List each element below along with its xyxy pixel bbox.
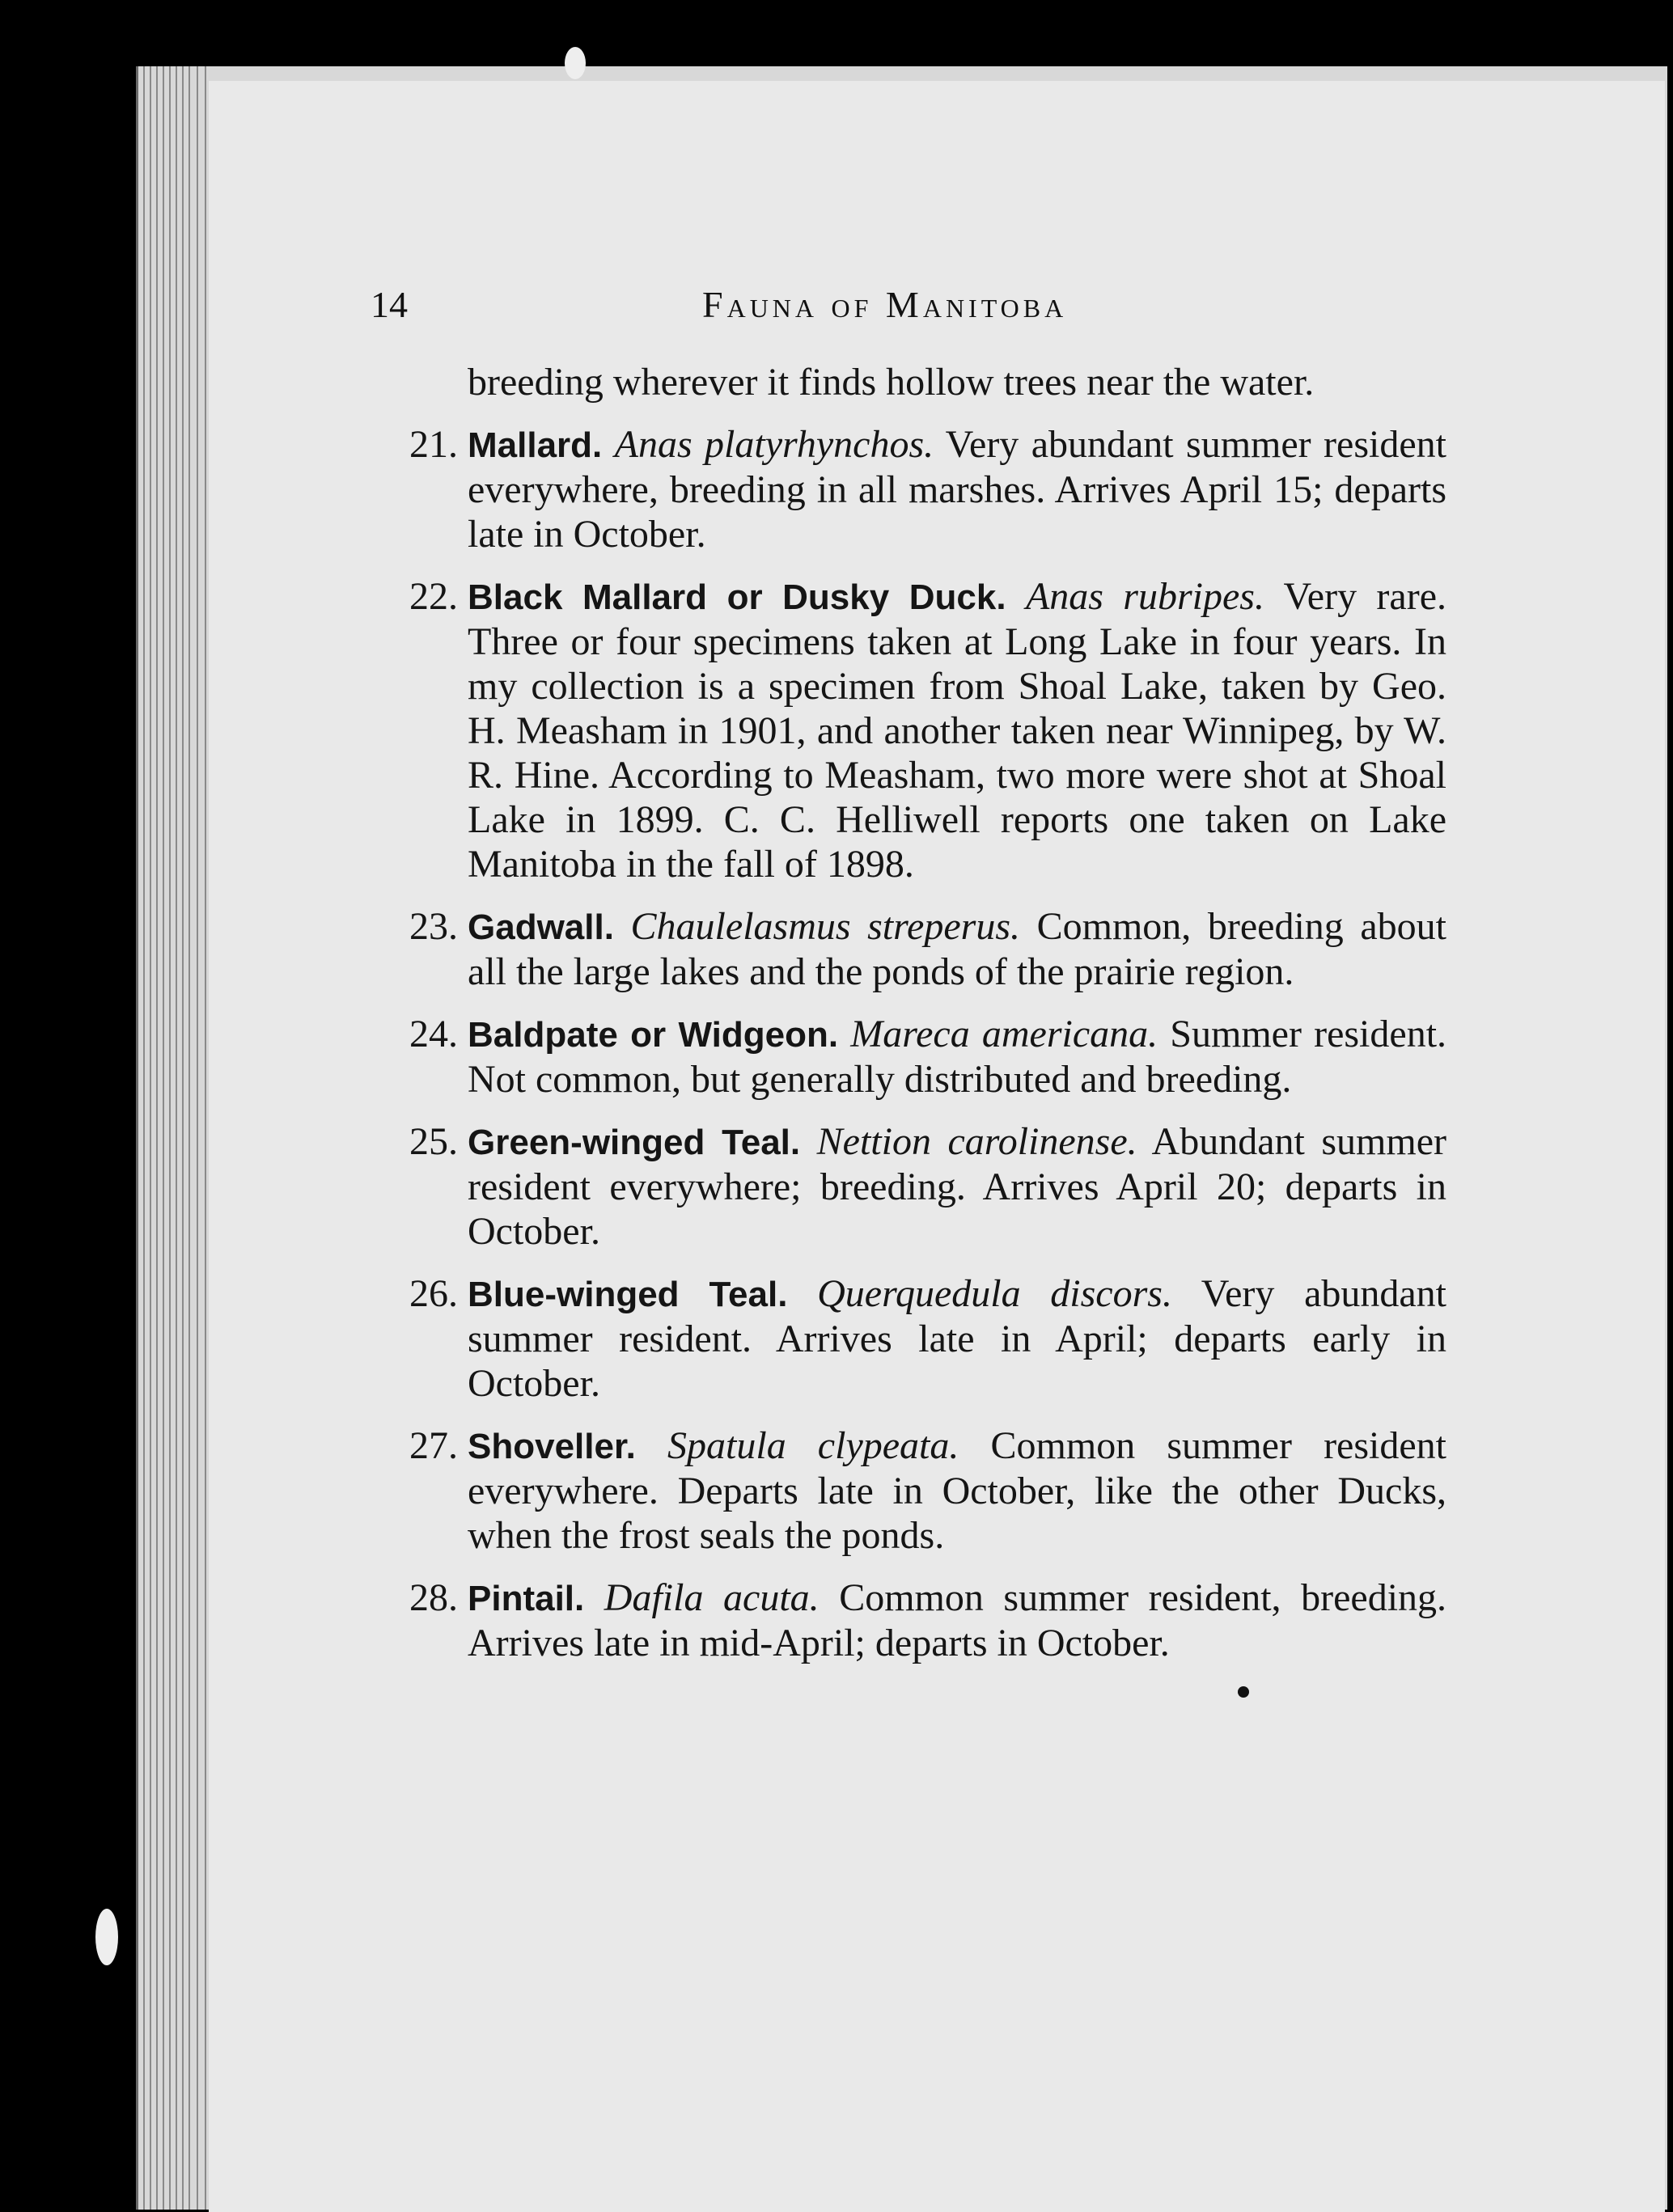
entry-number: 27. (409, 1424, 458, 1467)
continued-paragraph: breeding wherever it finds hollow trees near the water. (468, 361, 1315, 404)
common-name: Baldpate or Widgeon. (468, 1015, 839, 1055)
scientific-name: Mareca americana. (850, 1013, 1158, 1055)
common-name: Mallard. (468, 425, 603, 465)
entry-number: 23. (409, 905, 458, 948)
common-name: Gadwall. (468, 907, 614, 947)
common-name: Blue-winged Teal. (468, 1275, 788, 1314)
page-edge-line (188, 66, 190, 2210)
scientific-name: Querquedula discors. (817, 1272, 1172, 1315)
page-edge-line (169, 66, 171, 2210)
running-title: Fauna of Manitoba (702, 284, 1068, 325)
page-number: 14 (371, 284, 408, 325)
entry-text: Summer resident. Not common, but generally distributed and breeding. (468, 1013, 1447, 1101)
entry-text: Common, breeding about all the large lakes and the ponds of the prairie region. (468, 905, 1447, 993)
species-entry (395, 904, 1446, 994)
entry-text: Very abundant summer resident. Arrives late in April; departs early in October. (468, 1272, 1447, 1405)
species-entry (395, 1575, 1446, 1665)
page-edge-line (197, 66, 198, 2210)
page-edge-line (205, 66, 206, 2210)
common-name: Shoveller. (468, 1427, 636, 1466)
species-entry (395, 1423, 1446, 1558)
scientific-name: Anas rubripes. (1025, 575, 1264, 618)
scan-artifact (565, 47, 586, 79)
book-page (209, 81, 1665, 2212)
common-name: Black Mallard or Dusky Duck. (468, 577, 1006, 617)
entry-text: Common summer resident, breeding. Arrives late in mid-April; departs in October. (468, 1576, 1447, 1664)
page-edge-line (143, 66, 145, 2210)
scan-artifact (95, 1909, 118, 1965)
species-entry (395, 422, 1446, 556)
species-entry (395, 574, 1446, 886)
ink-dot (1238, 1686, 1249, 1698)
entry-number: 28. (409, 1576, 458, 1619)
species-entry (395, 1271, 1446, 1406)
common-name: Pintail. (468, 1579, 585, 1618)
common-name: Green-winged Teal. (468, 1123, 801, 1162)
page-body (395, 360, 1446, 1665)
entry-number: 25. (409, 1120, 458, 1163)
scientific-name: Anas platyrhynchos. (614, 423, 934, 466)
entry-text: Common summer resident everywhere. Departs late in October, like the other Ducks, when the frost seals the ponds. (468, 1424, 1447, 1557)
entry-text: Very rare. Three or four specimens taken at Long Lake in four years. In my collection is a specimen from Shoal Lake, taken by Geo. H. Measham in 1901, and another taken near Winnipeg, by W. R. Hine. According to Measham, two more were shot at Shoal Lake in 1899. C. C. Helliwell reports one taken on Lake Manitoba in the fall of 1898. (468, 575, 1447, 886)
entry-text: Abundant summer resident everywhere; breeding. Arrives April 20; departs in October. (468, 1120, 1446, 1253)
scientific-name: Chaulelasmus streperus. (630, 905, 1021, 948)
page-edge-line (156, 66, 158, 2210)
scientific-name: Spatula clypeata. (667, 1424, 959, 1467)
page-header (371, 283, 1503, 340)
scientific-name: Nettion carolinense. (816, 1120, 1137, 1163)
entry-number: 26. (409, 1272, 458, 1315)
entry-number: 22. (409, 575, 458, 618)
entry-number: 21. (409, 423, 458, 466)
page-edge-line (182, 66, 184, 2210)
scientific-name: Dafila acuta. (604, 1576, 820, 1619)
page-edge-line (176, 66, 177, 2210)
page-edge-line (163, 66, 164, 2210)
entry-number: 24. (409, 1013, 458, 1055)
species-entry (395, 1119, 1446, 1254)
entry-text: Very abundant summer resident everywhere, breeding in all marshes. Arrives April 15; departs late in October. (468, 423, 1446, 556)
page-edge-line (150, 66, 151, 2210)
species-entry (395, 1012, 1446, 1102)
